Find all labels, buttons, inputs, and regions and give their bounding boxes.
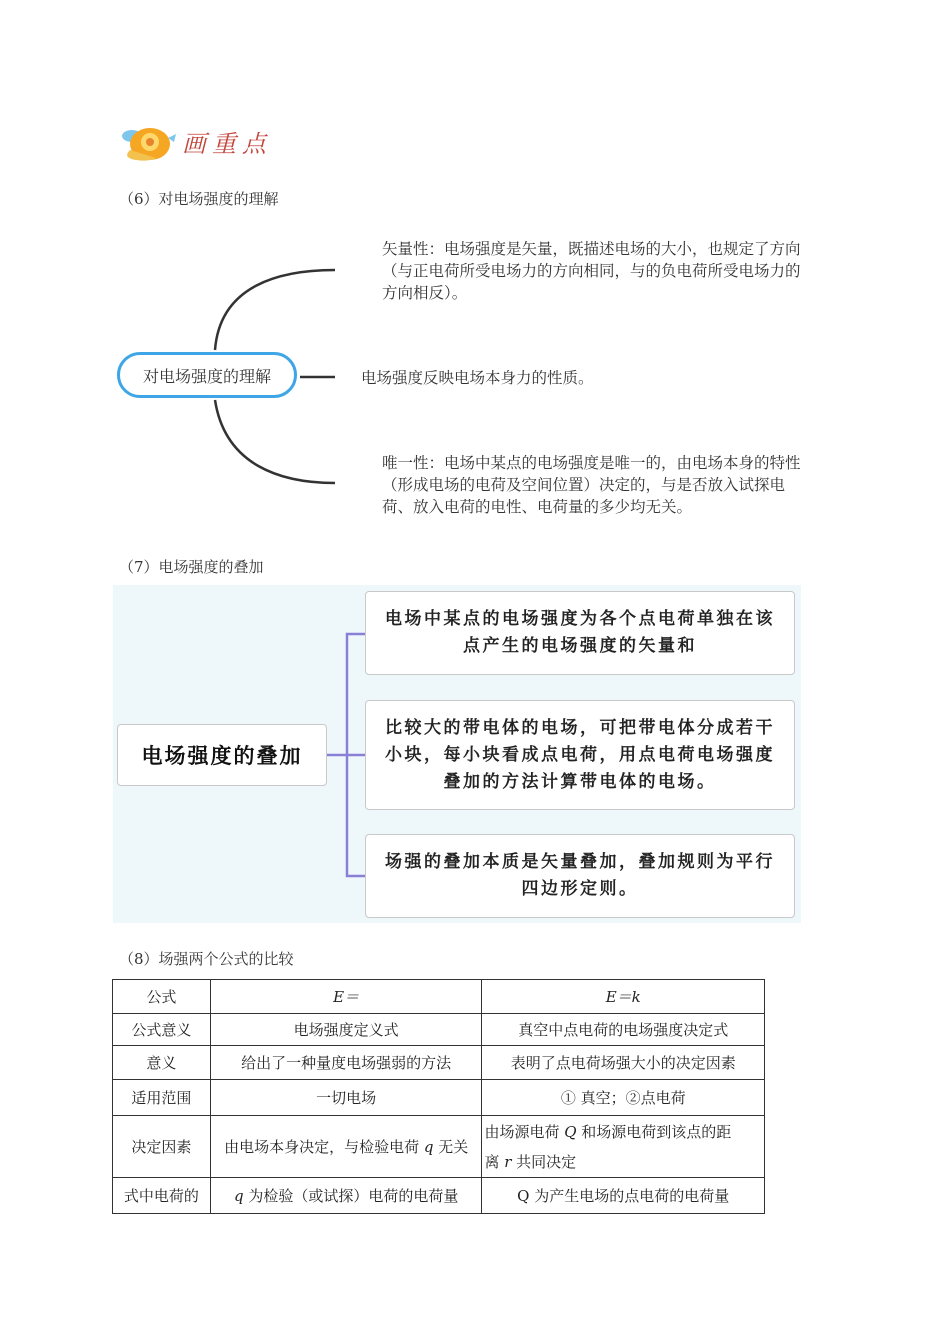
table-row — [113, 1178, 765, 1214]
table-row — [113, 1116, 765, 1178]
mindmap2-box-method: 比较大的带电体的电场，可把带电体分成若干 小块，每小块看成点电荷，用点电荷电场强度 叠加的方法计算带电体的电场。 — [365, 700, 795, 810]
header-cell: 公式 — [113, 980, 211, 1014]
table-row — [113, 1046, 765, 1080]
mindmap2-box-definition: 电场中某点的电场强度为各个点电荷单独在该 点产生的电场强度的矢量和 — [365, 591, 795, 675]
table-cell: 电场强度定义式 — [210, 1014, 482, 1046]
table-cell: 表明了点电荷场强大小的决定因素 — [482, 1046, 765, 1080]
mindmap1-branch-property: 电场强度反映电场本身力的性质。 — [361, 369, 594, 387]
section-title-8: （8）场强两个公式的比较 — [119, 950, 294, 968]
table-cell: 一切电场 — [210, 1080, 482, 1116]
mindmap1-branch-vector: 矢量性：电场强度是矢量，既描述电场的大小，也规定了方向 （与正电荷所受电场力的方向相同，与的负电荷所受电场力的 方向相反）。 — [382, 240, 801, 302]
table-cell: 适用范围 — [113, 1080, 211, 1116]
mindmap1-center: 对电场强度的理解 — [117, 352, 297, 398]
header-cell: E＝ — [210, 980, 482, 1014]
table-cell: 决定因素 — [113, 1116, 211, 1178]
table-cell: 由电场本身决定，与检验电荷 q 无关 — [210, 1116, 482, 1178]
mindmap2-box-essence: 场强的叠加本质是矢量叠加，叠加规则为平行 四边形定则。 — [365, 834, 795, 918]
section-title-6: （6）对电场强度的理解 — [119, 190, 279, 208]
mindmap2-root: 电场强度的叠加 — [117, 724, 327, 786]
table-cell: 公式意义 — [113, 1014, 211, 1046]
table-row — [113, 1080, 765, 1116]
section-title-7: （7）电场强度的叠加 — [119, 558, 264, 576]
table-cell: 真空中点电荷的电场强度决定式 — [482, 1014, 765, 1046]
table-cell: 意义 — [113, 1046, 211, 1080]
table-cell: 式中电荷的 — [113, 1178, 211, 1214]
table-cell: Q 为产生电场的点电荷的电荷量 — [482, 1178, 765, 1214]
table-cell: q 为检验（或试探）电荷的电荷量 — [210, 1178, 482, 1214]
table-cell: 由场源电荷 Q 和场源电荷到该点的距 离 r 共同决定 — [482, 1116, 765, 1178]
highlight-logo-text: 画重点 — [182, 130, 272, 158]
header-cell: E＝k — [482, 980, 765, 1014]
table-cell: ① 真空；②点电荷 — [482, 1080, 765, 1116]
formula-comparison-table — [112, 979, 765, 1214]
table-row — [113, 1014, 765, 1046]
table-cell: 给出了一种量度电场强弱的方法 — [210, 1046, 482, 1080]
mindmap1-branch-uniqueness: 唯一性：电场中某点的电场强度是唯一的，由电场本身的特性 （形成电场的电荷及空间位置）决定的，与是否放入试探电 荷、放入电荷的电性、电荷量的多少均无关。 — [382, 454, 801, 516]
table-header-row — [113, 980, 765, 1014]
